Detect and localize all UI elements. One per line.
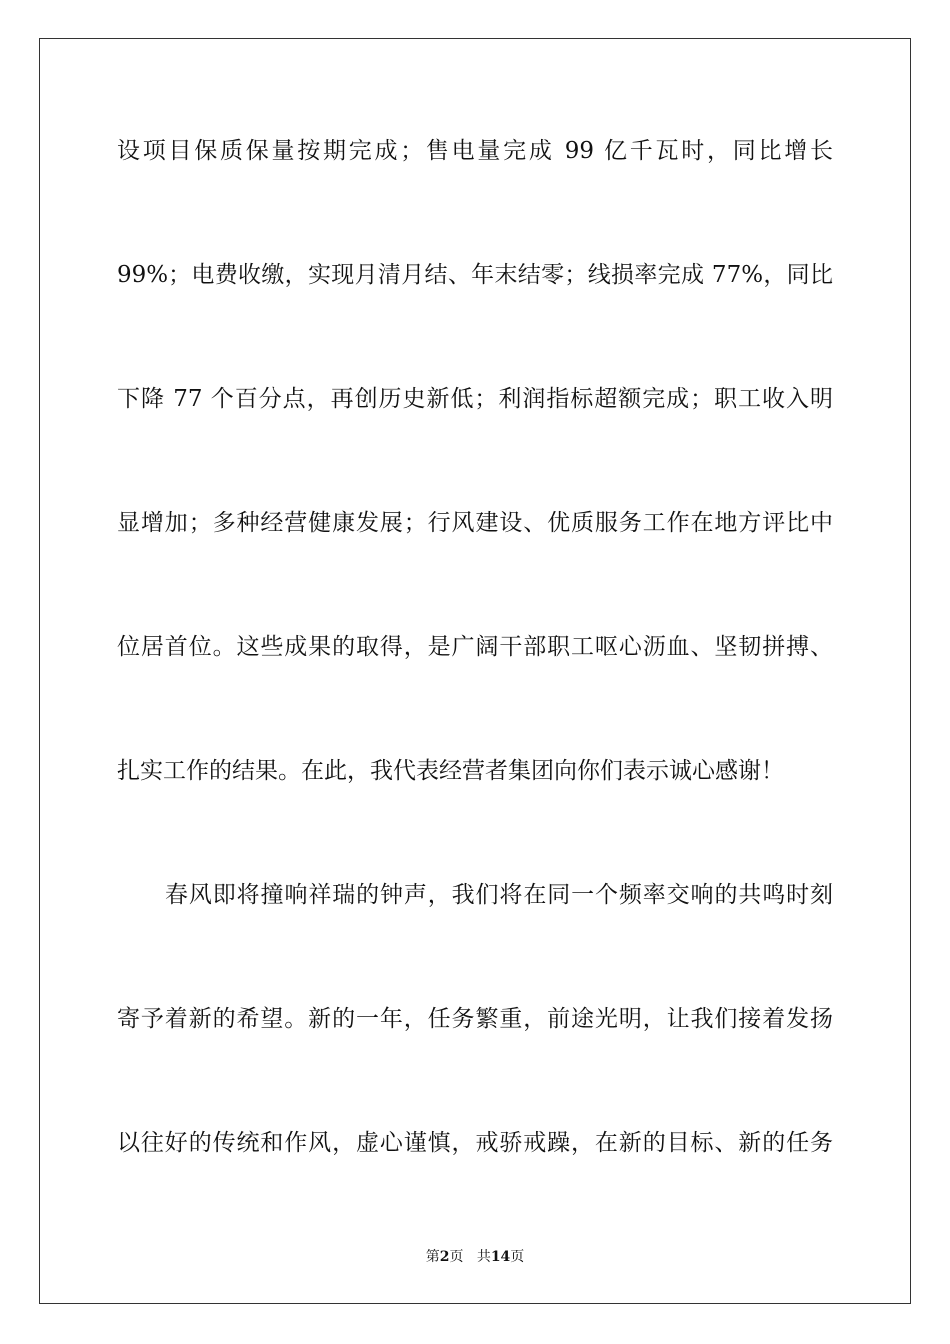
paragraph-line: 设项目保质保量按期完成；售电量完成 99 亿千瓦时，同比增长 [117,138,833,164]
paragraph-line: 位居首位。这些成果的取得，是广阔干部职工呕心沥血、坚韧拼搏、 [117,634,833,660]
paragraph-line: 显增加；多种经营健康发展；行风建设、优质服务工作在地方评比中 [117,510,833,536]
paragraph-line: 以往好的传统和作风，虚心谨慎，戒骄戒躁，在新的目标、新的任务 [117,1130,833,1156]
paragraph-line: 99%；电费收缴，实现月清月结、年末结零；线损率完成 77%，同比 [117,262,833,288]
page-prefix: 第 [425,1249,440,1265]
page-number: 2 [439,1249,450,1265]
total-prefix: 共 [476,1249,491,1265]
paragraph-line: 扎实工作的结果。在此，我代表经营者集团向你们表示诚心感谢！ [117,758,784,784]
total-suffix: 页 [510,1249,525,1265]
total-pages: 14 [490,1249,511,1265]
paragraph-line: 下降 77 个百分点，再创历史新低；利润指标超额完成；职工收入明 [117,386,833,412]
page-border [39,38,911,1304]
page-footer [0,1248,950,1266]
page-suffix: 页 [449,1249,464,1265]
paragraph-line: 春风即将撞响祥瑞的钟声，我们将在同一个频率交响的共鸣时刻 [165,882,833,908]
paragraph-line: 寄予着新的希望。新的一年，任务繁重，前途光明，让我们接着发扬 [117,1006,833,1032]
